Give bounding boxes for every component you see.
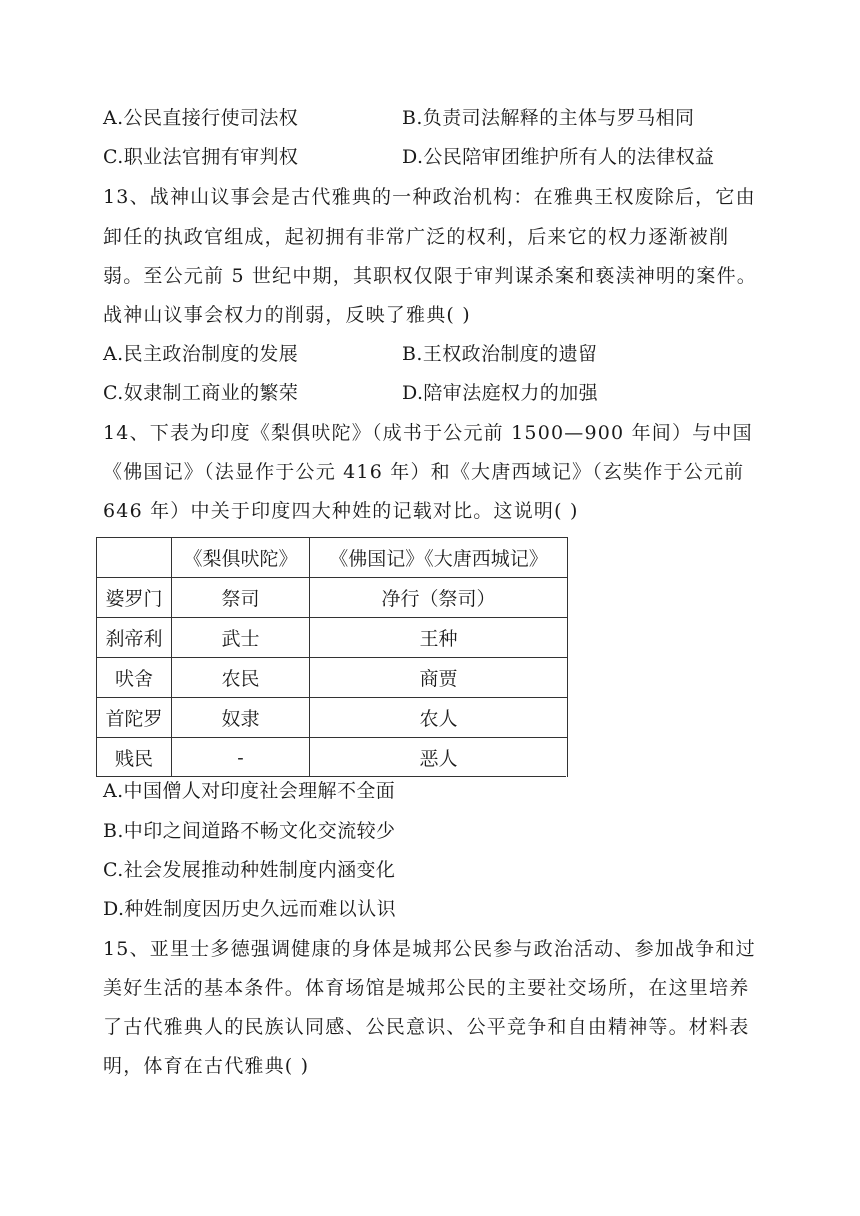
table-cell: 刹帝利 <box>97 618 172 658</box>
table-row <box>97 738 568 778</box>
table-header-cell: 《佛国记》《大唐西城记》 <box>310 538 568 578</box>
q12-option-d: D.公民陪审团维护所有人的法律权益 <box>402 146 715 168</box>
q14-stem-line-1: 14、下表为印度《梨俱吠陀》（成书于公元前 1500—900 年间）与中国 <box>103 422 753 444</box>
q15-stem-line-1: 15、亚里士多德强调健康的身体是城邦公民参与政治活动、参加战争和过 <box>103 938 756 960</box>
table-cell: 武士 <box>172 618 310 658</box>
q13-option-b: B.王权政治制度的遗留 <box>402 343 598 365</box>
table-cell: 首陀罗 <box>97 698 172 738</box>
q13-stem-line-4: 战神山议事会权力的削弱，反映了雅典( ) <box>103 304 471 326</box>
table-header-cell <box>97 538 172 578</box>
q14-option-a: A.中国僧人对印度社会理解不全面 <box>103 780 396 802</box>
q15-stem-line-2: 美好生活的基本条件。体育场馆是城邦公民的主要社交场所，在这里培养 <box>103 977 750 999</box>
table-row <box>97 658 568 698</box>
q13-stem-line-2: 卸任的执政官组成，起初拥有非常广泛的权利，后来它的权力逐渐被削 <box>103 226 730 248</box>
table-row <box>97 578 568 618</box>
q14-option-d: D.种姓制度因历史久远而难以认识 <box>103 898 396 920</box>
table-cell: 农人 <box>310 698 568 738</box>
table-row <box>97 698 568 738</box>
q12-option-b: B.负责司法解释的主体与罗马相同 <box>402 107 695 129</box>
table-cell: 商贾 <box>310 658 568 698</box>
table-cell: 吠舍 <box>97 658 172 698</box>
q12-option-c: C.职业法官拥有审判权 <box>103 146 299 168</box>
table-header-cell: 《梨俱吠陀》 <box>172 538 310 578</box>
table-cell: 王种 <box>310 618 568 658</box>
q14-option-c: C.社会发展推动种姓制度内涵变化 <box>103 859 396 881</box>
table-cell: 农民 <box>172 658 310 698</box>
q14-stem-line-3: 646 年）中关于印度四大种姓的记载对比。这说明( ) <box>103 500 579 522</box>
table-bottom-border <box>96 776 566 777</box>
q12-option-a: A.公民直接行使司法权 <box>103 107 299 129</box>
table-cell: 婆罗门 <box>97 578 172 618</box>
table-cell: 净行（祭司） <box>310 578 568 618</box>
q13-option-a: A.民主政治制度的发展 <box>103 343 299 365</box>
q13-option-c: C.奴隶制工商业的繁荣 <box>103 382 299 404</box>
table-cell: 奴隶 <box>172 698 310 738</box>
table-cell: 恶人 <box>310 738 568 778</box>
table-cell: 贱民 <box>97 738 172 778</box>
q14-stem-line-2: 《佛国记》（法显作于公元 416 年）和《大唐西域记》（玄奘作于公元前 <box>103 461 745 483</box>
table-header-row <box>97 538 568 578</box>
q13-stem-line-3: 弱。至公元前 5 世纪中期，其职权仅限于审判谋杀案和亵渎神明的案件。 <box>103 265 757 287</box>
table-cell: 祭司 <box>172 578 310 618</box>
q15-stem-line-3: 了古代雅典人的民族认同感、公民意识、公平竞争和自由精神等。材料表 <box>103 1016 750 1038</box>
q15-stem-line-4: 明，体育在古代雅典( ) <box>103 1055 310 1077</box>
caste-comparison-table <box>96 537 568 777</box>
q13-stem-line-1: 13、战神山议事会是古代雅典的一种政治机构：在雅典王权废除后，它由 <box>103 186 756 208</box>
q13-option-d: D.陪审法庭权力的加强 <box>402 382 598 404</box>
table-row <box>97 618 568 658</box>
q14-option-b: B.中印之间道路不畅文化交流较少 <box>103 820 396 842</box>
table-cell: - <box>172 738 310 778</box>
